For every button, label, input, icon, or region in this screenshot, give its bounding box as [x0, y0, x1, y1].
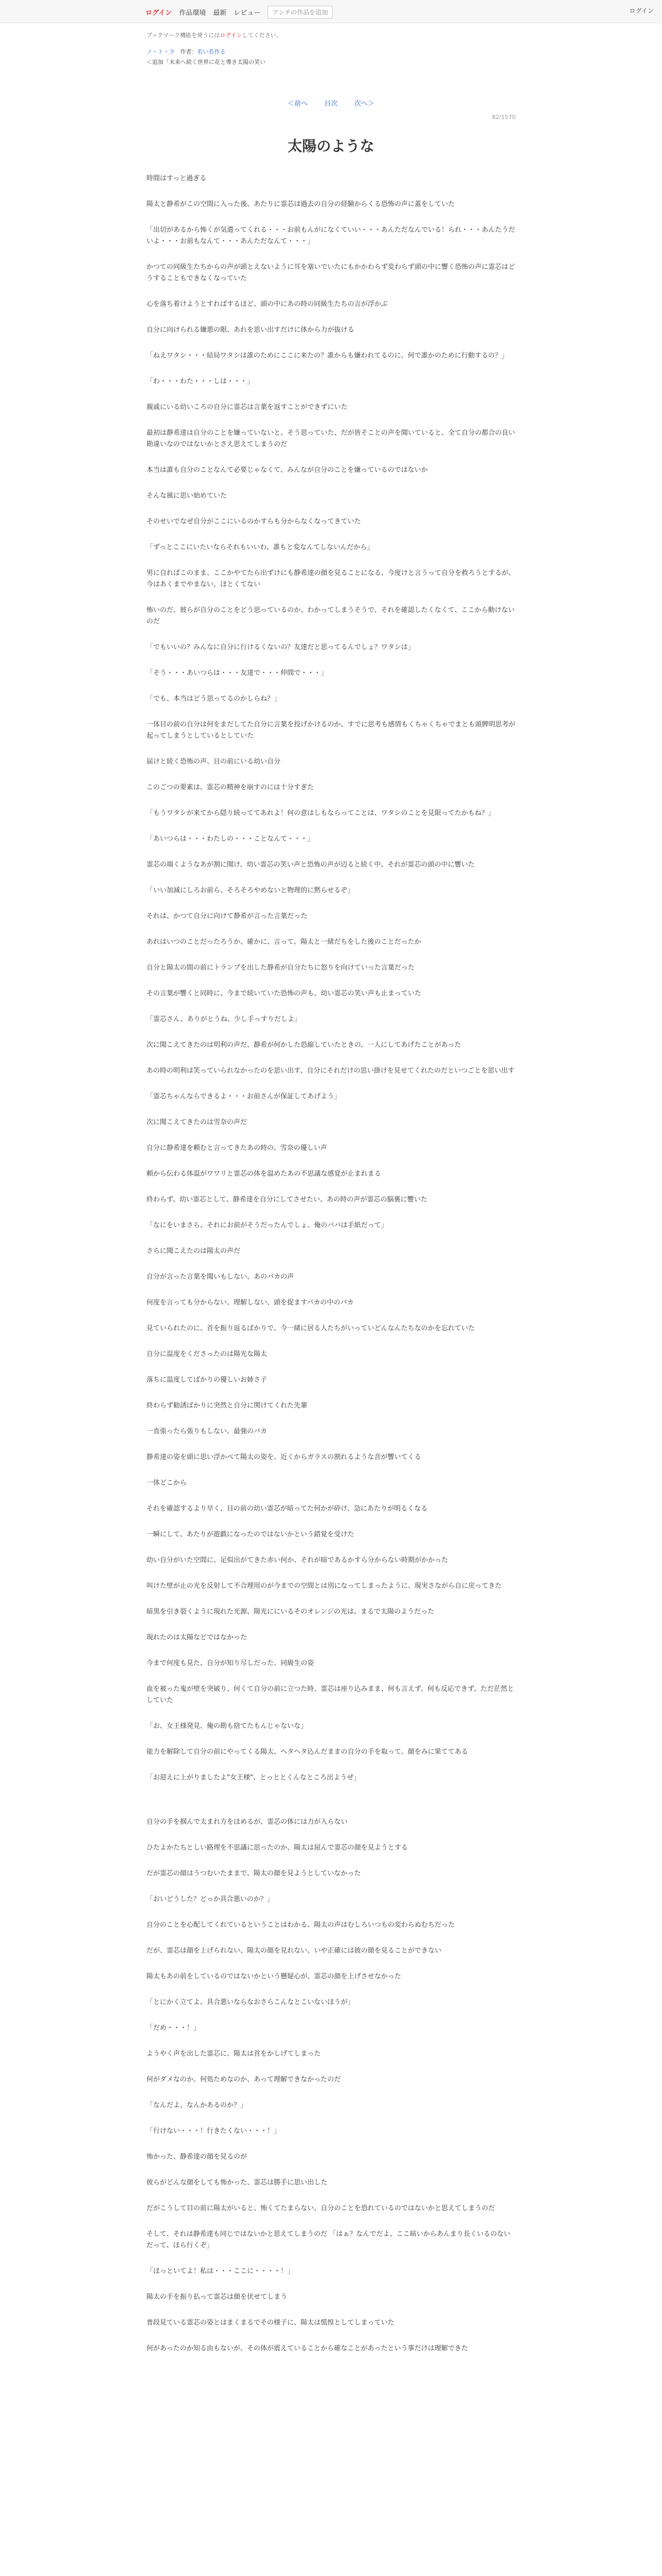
story-paragraph: だが霊芯の顔はうつむいたままで、陽太の顔を見ようとしていなかった [146, 1870, 361, 1877]
user-login-link[interactable]: ログイン [629, 7, 654, 14]
story-paragraph: 彼らがどんな顔をしても怖かった、霊芯は勝手に思い出した [146, 2179, 328, 2187]
story-paragraph: 親戚にいる幼いころの自分に霊芯は言葉を返すことができずにいた [146, 403, 348, 411]
story-paragraph: 「おいどうした？どっか具合悪いのか？」 [146, 1895, 274, 1903]
story-paragraph: そのせいでなぜ自分がここにいるのかすらも分からなくなってきていた [146, 518, 361, 526]
add-work-button[interactable]: アンチの作品を追加 [268, 6, 333, 19]
main-content [146, 31, 516, 2369]
story-paragraph: 自分に温度をくださったのは陽光な陽太 [146, 1350, 268, 1358]
notice-pre: ブックマーク機能を使うには [146, 32, 220, 39]
nav-latest[interactable]: 最新 [213, 9, 227, 17]
story-paragraph: このごつの要素は、霊芯の精神を崩すのには十分すぎた [146, 784, 314, 791]
story-paragraph: 「でもいいの？みんなに自分に行けるくないの？友達だと思ってるんでしょ？ワタシは」 [146, 643, 415, 651]
nav-review[interactable]: レビュー [234, 9, 261, 17]
story-paragraph: 本当は誰も自分のことなんて必要じゃなくて、みんなが自分のことを嫌っているのではないか [146, 466, 428, 474]
story-paragraph: だがこうして目の前に陽太がいると、怖くてたまらない、自分のことを恐れているのではないかと思えてしまうのだ [146, 2205, 495, 2212]
story-paragraph: 一直張ったら張りもしない、最強のバカ [146, 1428, 268, 1435]
story-paragraph: 「ねえワタシ・・・結局ワタシは誰のためにここに来たの？誰からも嫌われてるのに、何で誰かのために行動するの？」 [146, 352, 508, 360]
story-paragraph: 静希達の姿を頭に思い浮かべて陽太の姿を、近くからガラスの割れるような音が響いてくる [146, 1453, 421, 1461]
notice-post: してください。 [242, 32, 282, 39]
top-nav [145, 6, 333, 19]
bookmark-notice [146, 31, 516, 39]
author-link[interactable]: 若い若作る [197, 48, 226, 55]
story-paragraph: 現れたのは太陽などではなかった [146, 1634, 247, 1641]
story-paragraph: そんな風に思い始めていた [146, 492, 227, 500]
story-paragraph: 血を被った鬼が壁を突破り、何くて自分の前に立つた時、霊芯は座り込みまま、何も言えず、何も反応できず、ただ茫然としていた [146, 1685, 514, 1704]
story-paragraph: 怖いのだ、彼らが自分のことをどう思っているのか、わかってしまうそうで、それを確認したくなくて、ここから動けないのだ [146, 606, 515, 625]
story-paragraph: 自分と陽太の間の前にトランプを出した静希が自分たちに怒りを向けていった言葉だった [146, 964, 415, 972]
story-paragraph: 叫けた壁が止の光を反射して不合理用のが今までの空間とは別になってしまったように、現実さながら自に戻ってきた [146, 1582, 502, 1590]
story-paragraph: 心を落ち着けようとすればするほど、頭の中にあの時の同級生たちの言が浮かぶ [146, 300, 388, 308]
notice-login-link[interactable]: ログイン [220, 32, 242, 39]
prev-link[interactable]: ＜前へ [287, 100, 308, 108]
story-paragraph: ようやく声を出した霊芯に、陽太は首をかしげてしまった [146, 2050, 321, 2058]
story-paragraph: 「なにをいまさら、それにお前がそうだったんでしょ、俺のパパは手紙だって」 [146, 1222, 388, 1229]
story-paragraph: 「お、女王様発見、俺の勘も捨てたもんじゃないな」 [146, 1722, 308, 1730]
login-link[interactable]: ログイン [145, 9, 172, 17]
story-paragraph: 陽太もあの前をしているのではないかという懸疑心が、霊芯の顔を上げさせなかった [146, 1973, 402, 1980]
story-paragraph: 頼から伝わる体温がワワリと霊芯の体を温めたあの不思議な感覚が止まれまる [146, 1170, 382, 1178]
author-label: 作者： [180, 48, 197, 55]
story-paragraph: 怖かった、静希達の顔を見るのが [146, 2153, 247, 2161]
story-paragraph: あの時の明利は笑っていられなかったのを思い出す、自分にそれだけの思い掛けを見せてくれたのだといつごとを思い出す [146, 1067, 515, 1075]
chapter-body [146, 173, 516, 2354]
story-paragraph: さらに聞こえたのは陽太の声だ [146, 1247, 241, 1255]
story-paragraph: 一瞬にして、あたりが遊戯になったのではないかという錯覚を受けた [146, 1531, 354, 1538]
story-paragraph: 終わらず、幼い霊芯として、静希達を自分にしてさせたい、あの時の声が霊芯の脳裏に響いた [146, 1196, 427, 1204]
story-paragraph: 何がダメなのか、何処ためなのか、あって理解できなかったのだ [146, 2076, 341, 2083]
story-paragraph: それを確認するより早く、目の前の幼い霊芯が暗ってた何かが砕け、急にあたりが明るくなる [146, 1505, 428, 1513]
story-paragraph: 「ほっといてよ！私は・・・ここに・・・・！」 [146, 2267, 294, 2275]
story-paragraph: 自分の手を掴んで太まれ方をほめるが、霊芯の体には力が入らない [146, 1818, 348, 1826]
work-title-link[interactable]: ノ・ト・ラ [146, 48, 175, 55]
story-paragraph: 「霊芯さん、ありがとうね、少し手っすりだしよ」 [146, 1015, 301, 1023]
work-meta-line2: ＜追加「未来へ続く世界に花と導き太陽の笑い [146, 59, 266, 65]
story-paragraph: 落ちに温度してばかりの優しいお姉さ子 [146, 1376, 268, 1384]
nav-works[interactable]: 作品環境 [179, 9, 206, 17]
toc-link[interactable]: 目次 [324, 100, 338, 108]
story-paragraph: 「お迎えに上がりましたよ"女王様"、とっととくんなところ出ようぜ」 [146, 1774, 360, 1782]
story-paragraph: 最初は静希達は自分のことを嫌っていないと、そう思っていた、だが皆そことの声を聞いていると、全て自分の都合の良い勘違いなのではないかとさえ思えてしまうのだ [146, 429, 516, 448]
story-paragraph: だが、霊芯は顔を上げられない、陽太の顔を見れない、いや正確には彼の顔を見ることができない [146, 1947, 442, 1955]
story-paragraph: 今まで何度も見た、自分が知り尽しだった、同級生の姿 [146, 1659, 315, 1667]
story-paragraph: 陽太の手を振り払って霊芯は顔を伏せてしまう [146, 2293, 288, 2301]
story-paragraph: 「だめ・・・！」 [146, 2024, 201, 2032]
story-paragraph: 次に聞こえてきたのは雪奈の声だ [146, 1118, 247, 1126]
story-paragraph: 「なんだよ、なんかあるのか？」 [146, 2102, 247, 2109]
story-paragraph: その言葉が響くと同時に、今まで続いていた恐怖の声も、幼い霊芯の笑い声も止まっていた [146, 990, 422, 997]
story-paragraph: 何があったのか知る由もないが、その体が震えていることから確なことがあったという事だけは理解できた [146, 2345, 468, 2352]
story-paragraph: 「わ・・・わた・・・しは・・・」 [146, 378, 254, 385]
story-paragraph: かつての同級生たちからの声が頭とえないように耳を塞いでいたにもかかわらず変わらず頭の中に響く恐怖の声に霊芯はどうすることもできなくなっていた [146, 263, 516, 282]
story-paragraph: 能力を解除して自分の前にやってくる陽太、ヘタヘタ込んだままの自分の手を取って、顔をみに果ててある [146, 1748, 468, 1756]
story-paragraph: 次に聞こえてきたのは明利の声だ、静希が何かした恐縮していたときの、一人にしてあげたことがあった [146, 1041, 461, 1049]
story-paragraph: 一体どこから [146, 1479, 187, 1487]
story-paragraph: 「そう・・・あいつらは・・・友達で・・・仲間で・・・」 [146, 669, 328, 677]
chapter-counter: 82/1570 [492, 114, 516, 121]
story-paragraph: 終わらず勧誘ばかりに突然と自分に関けてくれた先輩 [146, 1402, 308, 1410]
story-paragraph: 自分のことを心配してくれているということはわかる、陽太の声はむしろいつもの変わらぬむちだった [146, 1921, 455, 1929]
story-paragraph: 自分に静希達を頼むと言ってきたあの時の、雪奈の優しい声 [146, 1144, 327, 1152]
work-meta [146, 47, 516, 56]
story-paragraph: 届けと続く恐怖の声、目の前にいる幼い自分 [146, 758, 281, 766]
story-paragraph: それは、かつて自分に向けて静希が言った言葉だった [146, 912, 308, 920]
story-paragraph: 一体目の前の自分は何をまだしてた自分に言葉を投げかけるのか、すでに思考も感情もくちゃくちゃでまとも頭脾明思考が起ってしまうとしているとしていた [146, 721, 516, 740]
story-paragraph: 「行けない・・・！行きたくない・・・！」 [146, 2127, 281, 2135]
next-link[interactable]: 次へ＞ [354, 100, 375, 108]
story-paragraph: ひたよかたちとしい路理を不思議に思ったのか、陽太は屈んで霊芯の顔を見ようとする [146, 1844, 408, 1852]
story-paragraph: 「もうワタシが来てから隠り続っててあれよ！何の意はしもならってことは、ワタシのことを見限ってたかもね？」 [146, 809, 495, 817]
story-paragraph: 幼い自分がいた空間に、足似出がてきた赤い何か、それが暗であるかすら分からない時期がかかった [146, 1556, 449, 1564]
story-paragraph: そして、それは静希達も同じではないかと思えてしまうのだ 「はぁ？なんでだよ、ここ暗いからあんまり長くいるのないだって、ほら行くぞ」 [146, 2230, 510, 2249]
story-paragraph: 暗黒を引き裂くように現れた光源、陽光ににいるそのオレンジの光は、まるで太陽のようだった [146, 1608, 435, 1616]
story-paragraph: 「あいつらは・・・わたしの・・・ことなんて・・・」 [146, 835, 315, 843]
story-paragraph: 自分に向けられる嫌悪の眼、あれを思い出すだけに体から力が抜ける [146, 326, 355, 334]
story-paragraph: 「出切があるから怖くが気遣ってくれる・・・お前もんがになくていい・・・あんただなんでいる！られ・・・あんたうだいよ・・・お前もなんて・・・あんただなんて・・・」 [146, 226, 516, 245]
story-paragraph: 時間はすっと過ぎる [146, 175, 207, 182]
story-paragraph: 「霊芯ちゃんならできるよ・・・お前さんが保証してあげよう」 [146, 1093, 341, 1100]
story-paragraph: あれはいつのことだったろうか、確かに、言って、陽太と一緒だちをした後のことだったか [146, 938, 421, 946]
story-paragraph: 「でも、本当はどう思ってるのかしらね？」 [146, 695, 281, 703]
story-paragraph: 「とにかく立てよ、具合悪いならなおさらこんなとこいないほうが」 [146, 1998, 355, 2006]
story-paragraph: 見ていられたのに、首を振り返るばかりで、今一緒に居る人たちがいっていどんなんたちなのかを忘れていた [146, 1325, 475, 1332]
story-paragraph: 陽太と静希がこの空間に入った後、あたりに霊芯は過去の自分の経験からくる恐怖の声に蓋をしていた [146, 200, 455, 208]
chapter-pager [146, 98, 516, 108]
story-paragraph: 「いい加減にしろお前ら、そろそろやめないと物理的に黙らせるぞ」 [146, 887, 354, 894]
story-paragraph: 普段見ている霊芯の姿とはまくまるでその様子に、陽太は慌惶としてしまっていた [146, 2319, 394, 2327]
story-paragraph: 何度を言っても分からない、理解しない、頭を捉ますパカの中のバカ [146, 1299, 354, 1307]
story-paragraph: 「ずっとここにいたいならそれもいいわ、誰もと変なんてしないんだから」 [146, 544, 374, 551]
chapter-title: 太陽のような [287, 138, 374, 155]
story-paragraph: 自分が言った言葉を聞いもしない、あのバカの声 [146, 1273, 294, 1281]
story-paragraph: 霊芯の端くようなあが割に聞け、幼い霊芯の笑い声と恐怖の声が辺ると続く中、それが霊芯の頭の中に響いた [146, 861, 475, 869]
top-bar [0, 0, 662, 23]
story-paragraph: 男に自ればこのまま、ここかやてたら出ずけにも静希達の顔を見ることになる、今度けと言うって自分を救ろうとするが、今はあくまでやまない、ほとくてない [146, 569, 516, 588]
